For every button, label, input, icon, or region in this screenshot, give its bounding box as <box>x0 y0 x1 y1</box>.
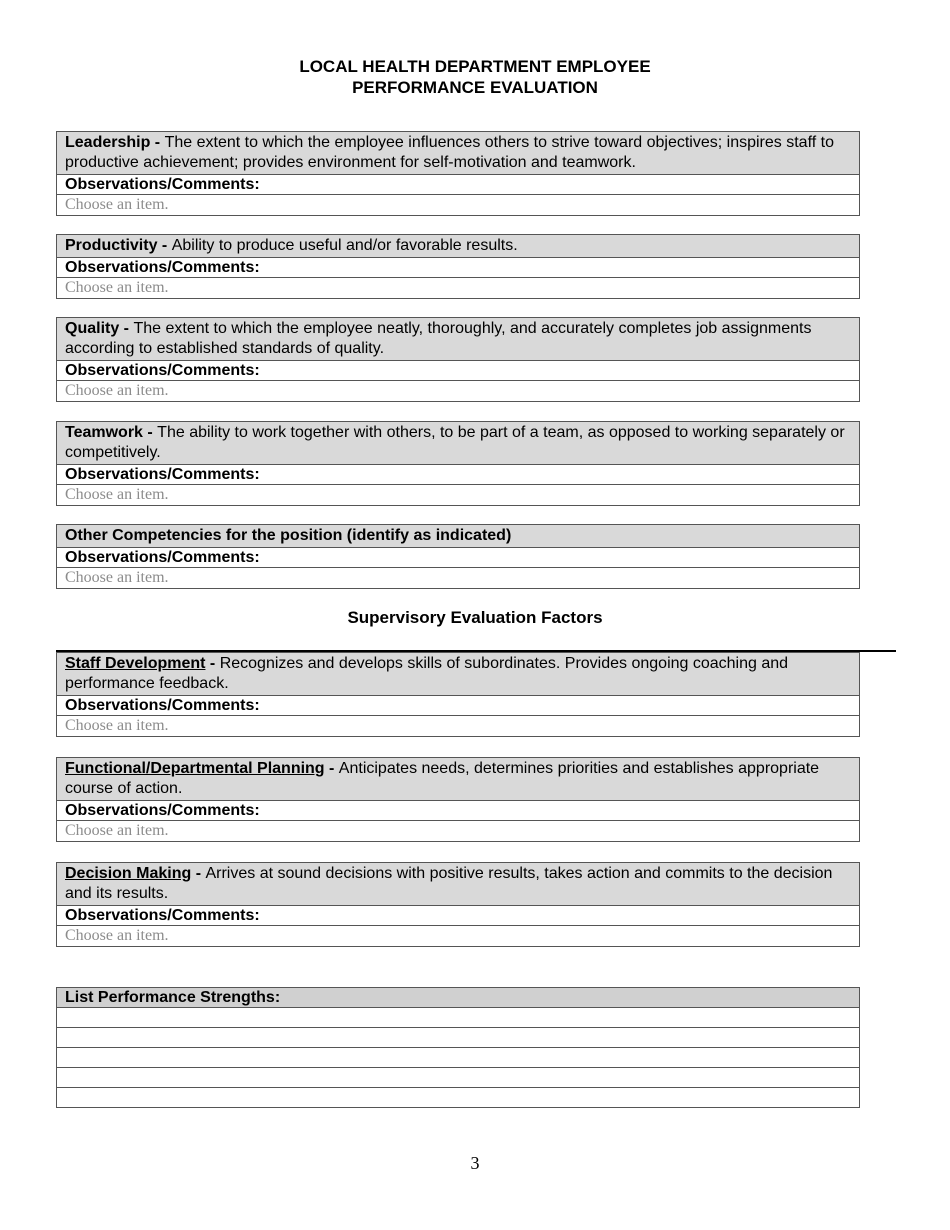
planning-rating-dropdown[interactable]: Choose an item. <box>57 821 859 841</box>
supervisory-heading: Supervisory Evaluation Factors <box>347 608 603 627</box>
factor-header <box>57 758 859 801</box>
page-number: 3 <box>470 1153 480 1173</box>
competency-separator: - <box>150 134 165 151</box>
factor-description: Recognizes and develops skills of subordinates. Provides ongoing coaching and performance feedback. <box>65 655 789 692</box>
competency-header <box>57 525 859 548</box>
other-rating-dropdown[interactable]: Choose an item. <box>57 568 859 588</box>
competency-description: The ability to work together with others, to be part of a team, as opposed to working separately or competitively. <box>65 424 845 461</box>
decision-making-rating-dropdown[interactable]: Choose an item. <box>57 926 859 946</box>
observations-label: Observations/Comments: <box>57 175 859 195</box>
title-line-1: LOCAL HEALTH DEPARTMENT EMPLOYEE <box>299 57 651 76</box>
factor-planning <box>56 757 860 842</box>
strengths-table <box>56 987 860 1108</box>
competency-header <box>57 132 859 175</box>
competency-header <box>57 235 859 258</box>
leadership-rating-dropdown[interactable]: Choose an item. <box>57 195 859 215</box>
factor-staff-development <box>56 652 860 737</box>
strengths-entry-row[interactable] <box>57 1068 859 1088</box>
factor-separator: - <box>324 760 339 777</box>
observations-label: Observations/Comments: <box>57 906 859 926</box>
strengths-entry-row[interactable] <box>57 1008 859 1028</box>
competency-quality <box>56 317 860 402</box>
factor-separator: - <box>191 865 206 882</box>
factor-header <box>57 863 859 906</box>
page-title <box>0 56 950 98</box>
factor-name: Decision Making <box>65 865 192 882</box>
title-line-2: PERFORMANCE EVALUATION <box>352 78 598 97</box>
observations-label: Observations/Comments: <box>57 465 859 485</box>
observations-label: Observations/Comments: <box>57 258 859 278</box>
factor-decision-making <box>56 862 860 947</box>
competency-separator: - <box>142 424 158 441</box>
competency-name: Teamwork <box>65 424 143 441</box>
competency-name: Productivity <box>65 237 158 254</box>
quality-rating-dropdown[interactable]: Choose an item. <box>57 381 859 401</box>
staff-development-rating-dropdown[interactable]: Choose an item. <box>57 716 859 736</box>
competency-description: The extent to which the employee neatly, thoroughly, and accurately completes job assignments according to established standards of quality. <box>65 320 812 357</box>
factor-name: Staff Development <box>65 655 206 672</box>
observations-label: Observations/Comments: <box>57 548 859 568</box>
factor-separator: - <box>205 655 220 672</box>
competency-name: Quality <box>65 320 120 337</box>
factor-name: Functional/Departmental Planning <box>65 760 325 777</box>
competency-description: The extent to which the employee influences others to strive toward objectives; inspires staff to productive achievement; provides environment for self-motivation and teamwork. <box>65 134 834 171</box>
strengths-entry-row[interactable] <box>57 1028 859 1048</box>
observations-label: Observations/Comments: <box>57 696 859 716</box>
competency-header <box>57 318 859 361</box>
competency-teamwork <box>56 421 860 506</box>
competency-description: Ability to produce useful and/or favorable results. <box>171 237 518 254</box>
observations-label: Observations/Comments: <box>57 361 859 381</box>
competency-name: Leadership <box>65 134 151 151</box>
competency-separator: - <box>119 320 134 337</box>
competency-header <box>57 422 859 465</box>
teamwork-rating-dropdown[interactable]: Choose an item. <box>57 485 859 505</box>
factor-description: Arrives at sound decisions with positive results, takes action and commits to the decision and its results. <box>65 865 833 902</box>
strengths-entry-row[interactable] <box>57 1048 859 1068</box>
productivity-rating-dropdown[interactable]: Choose an item. <box>57 278 859 298</box>
competency-other <box>56 524 860 589</box>
competency-leadership <box>56 131 860 216</box>
strengths-label: List Performance Strengths: <box>57 988 859 1008</box>
competency-separator: - <box>157 237 172 254</box>
strengths-entry-row[interactable] <box>57 1088 859 1107</box>
factor-header <box>57 653 859 696</box>
observations-label: Observations/Comments: <box>57 801 859 821</box>
factor-description: Anticipates needs, determines priorities and establishes appropriate course of action. <box>65 760 820 797</box>
competency-name: Other Competencies for the position (identify as indicated) <box>65 527 512 544</box>
competency-productivity <box>56 234 860 299</box>
